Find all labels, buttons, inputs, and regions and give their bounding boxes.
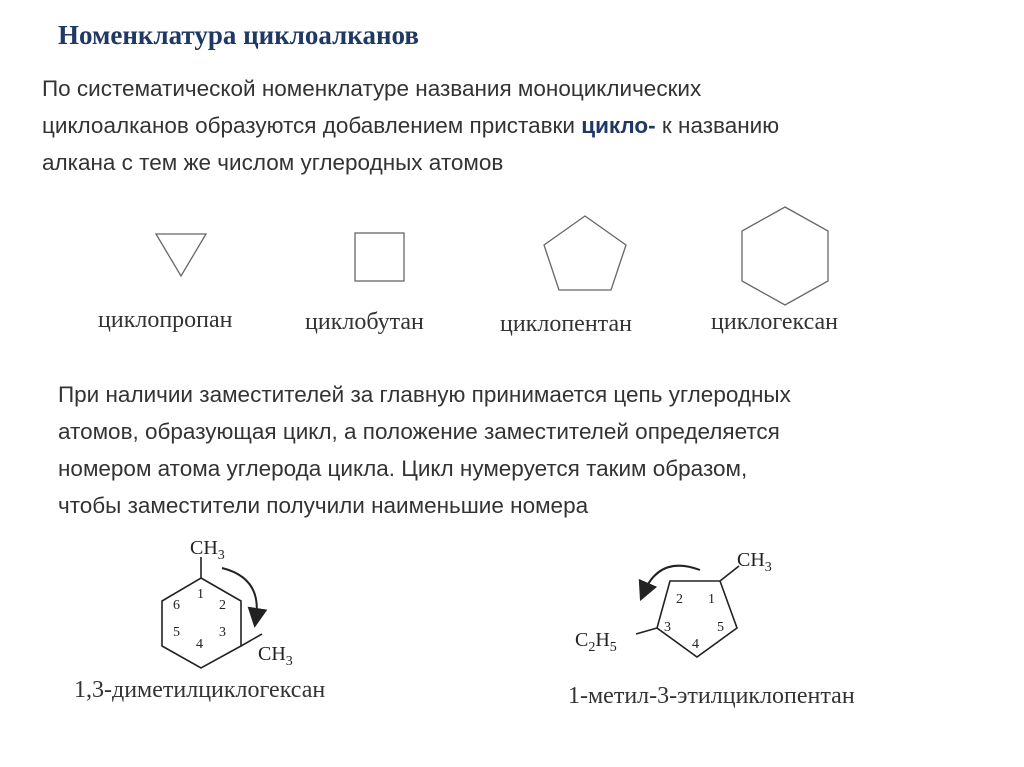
rules-line-2: атомов, образующая цикл, а положение заместителей определяется [58,419,780,444]
page-title: Номенклатура циклоалканов [58,20,419,50]
example2-bond-left [636,628,657,634]
example1-num-6: 6 [173,598,180,613]
intro-line-2-end: к названию [655,113,780,138]
rules-line-4: чтобы заместители получили наименьшие номера [58,493,589,518]
rules-line-3: номером атома углерода цикла. Цикл нумеруется таким образом, [58,456,748,481]
ring-label-cyclohexane: циклогексан [711,309,839,335]
ring-label-cyclopropane: циклопропан [98,307,233,333]
prefix-highlight: цикло- [581,113,656,138]
example1-num-3: 3 [219,625,226,640]
example1-ch3-top: $CH_3$ [190,537,225,563]
example1-num-4: 4 [196,637,203,652]
example2-num-3: 3 [664,620,671,635]
ring-label-cyclopentane: циклопентан [500,311,632,337]
ring-label-cyclobutane: циклобутан [305,309,424,335]
intro-line-2-start: циклоалканов образуются добавлением приставки [42,113,582,138]
example1-ch3-right: $CH_3$ [258,643,293,669]
example2-c2h5: $C_2H_5$ [575,629,617,655]
example2-numbering-arrow [644,566,700,592]
example2-num-1: 1 [708,592,715,607]
intro-line-1: По систематической номенклатуре названия моноциклических [42,76,702,101]
example1-num-5: 5 [173,625,180,640]
example2-name: 1-метил-3-этилциклопентан [568,683,855,709]
example1-name: 1,3-диметилциклогексан [74,677,326,703]
example2-num-4: 4 [692,637,699,652]
example2-num-5: 5 [717,620,724,635]
example1-num-2: 2 [219,598,226,613]
rules-line-1: При наличии заместителей за главную принимается цепь углеродных [58,382,791,407]
example1-num-1: 1 [197,587,204,602]
example2-ch3: $CH_3$ [737,549,772,575]
example2-num-2: 2 [676,592,683,607]
intro-line-3: алкана с тем же числом углеродных атомов [42,150,504,175]
